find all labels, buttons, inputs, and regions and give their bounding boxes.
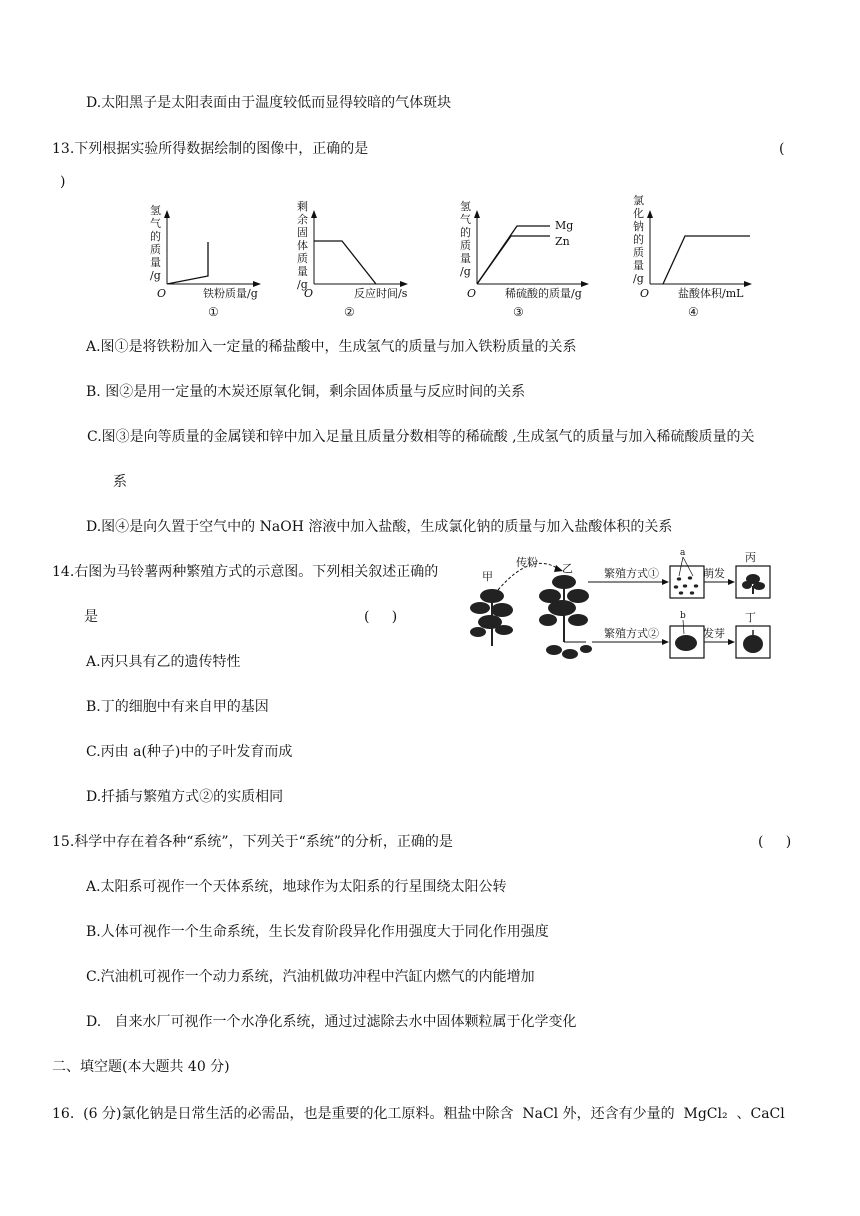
plant-jia-icon (470, 589, 513, 646)
svg-text:质: 质 (633, 246, 644, 259)
q14-option-c: C.丙由 a(种子)中的子叶发育而成 (86, 744, 293, 760)
graph-1 (145, 196, 285, 322)
graph-2-num: ② (344, 305, 355, 319)
svg-text:氯: 氯 (633, 194, 644, 207)
label-ding: 丁 (745, 611, 756, 624)
q13-option-a: A.图①是将铁粉加入一定量的稀盐酸中，生成氢气的质量与加入铁粉质量的关系 (86, 339, 577, 355)
graph-3-xlabel: 稀硫酸的质量/g (505, 287, 582, 300)
svg-text:量: 量 (460, 252, 471, 265)
svg-text:余: 余 (297, 213, 308, 226)
svg-text:的: 的 (460, 226, 471, 239)
q13-option-d: D.图④是向久置于空气中的 NaOH 溶液中加入盐酸，生成氯化钠的质量与加入盐酸体积的关系 (86, 519, 673, 535)
svg-text:量: 量 (633, 259, 644, 272)
graph-2-curve (314, 241, 376, 284)
q14-option-d: D.扦插与繁殖方式②的实质相同 (86, 789, 284, 805)
q13-option-c: C.图③是向等质量的金属镁和锌中加入足量且质量分数相等的稀硫酸 ,生成氢气的质量与加入稀硫酸质量的关 (87, 429, 755, 445)
graph-4-curve (663, 236, 750, 284)
label-mengfa: 萌发 (703, 567, 725, 580)
svg-text:/g: /g (297, 278, 308, 291)
q14-bracket: ( ) (364, 609, 398, 625)
q13-bracket-open: ( (779, 141, 785, 157)
svg-text:/g: /g (150, 269, 161, 282)
graph-3-series-zn: Zn (555, 235, 570, 248)
graph-4 (628, 196, 768, 322)
q13-bracket-close: ) (60, 174, 66, 190)
q15-option-c: C.汽油机可视作一个动力系统，汽油机做功冲程中汽缸内燃气的内能增加 (86, 969, 535, 985)
graph-3-curve-mg (477, 226, 550, 284)
tuber-icon (675, 635, 697, 651)
label-mode1: 繁殖方式① (604, 567, 659, 580)
graph-3-series-mg: Mg (555, 219, 574, 232)
q14-option-a: A.丙只具有乙的遗传特性 (86, 654, 241, 670)
plant-yi-icon (539, 575, 592, 659)
svg-text:的: 的 (150, 230, 161, 243)
q15-option-b: B.人体可视作一个生命系统，生长发育阶段异化作用强度大于同化作用强度 (86, 924, 549, 940)
graph-1-xlabel: 铁粉质量/g (203, 287, 258, 300)
q12-option-d: D.太阳黑子是太阳表面由于温度较低而显得较暗的气体斑块 (86, 95, 452, 111)
label-fava: 发芽 (703, 627, 725, 640)
q13-option-c-cont: 系 (113, 474, 127, 490)
svg-text:钠: 钠 (633, 220, 644, 233)
q14-stem-cont: 是 (84, 609, 98, 625)
svg-text:气: 气 (460, 213, 471, 226)
potato-reproduction-figure (468, 546, 773, 664)
section-2-title: 二、填空题(本大题共 40 分) (52, 1059, 230, 1075)
svg-text:气: 气 (150, 217, 161, 230)
graph-2 (292, 196, 432, 322)
svg-text:量: 量 (297, 265, 308, 278)
svg-text:氢: 氢 (150, 204, 161, 217)
q13-option-b: B. 图②是用一定量的木炭还原氧化铜，剩余固体质量与反应时间的关系 (86, 384, 526, 400)
graph-3-curve-zn (477, 236, 550, 284)
q15-bracket: ( ) (758, 834, 792, 850)
q13-stem: 13.下列根据实验所得数据绘制的图像中，正确的是 (52, 141, 369, 157)
label-jia: 甲 (482, 570, 493, 583)
graph-3-num: ③ (513, 305, 524, 319)
svg-text:质: 质 (460, 239, 471, 252)
graph-3-origin: O (467, 287, 477, 300)
svg-text:质: 质 (297, 252, 308, 265)
label-yi: 乙 (562, 562, 573, 575)
q15-option-d: D. 自来水厂可视作一个水净化系统，通过过滤除去水中固体颗粒属于化学变化 (86, 1014, 577, 1030)
q15-stem: 15.科学中存在着各种“系统”，下列关于“系统”的分析，正确的是 (52, 834, 453, 850)
graph-4-xlabel: 盐酸体积/mL (678, 287, 744, 300)
svg-text:固: 固 (297, 226, 308, 239)
graph-1-num: ① (208, 305, 219, 319)
svg-text:质: 质 (150, 243, 161, 256)
graph-4-ylabel (633, 193, 644, 285)
graph-2-ylabel (297, 199, 308, 291)
svg-text:剩: 剩 (297, 200, 308, 213)
svg-text:氢: 氢 (460, 200, 471, 213)
q15-option-a: A.太阳系可视作一个天体系统，地球作为太阳系的行星围绕太阳公转 (86, 879, 507, 895)
svg-text:的: 的 (633, 233, 644, 246)
q14-option-b: B.丁的细胞中有来自甲的基因 (86, 699, 269, 715)
label-mode2: 繁殖方式② (604, 627, 659, 640)
graph-1-curve (167, 242, 208, 284)
label-bing: 丙 (745, 551, 756, 564)
label-b: b (680, 611, 686, 621)
svg-text:/g: /g (633, 272, 644, 285)
graph-1-origin: O (157, 287, 167, 300)
seed-box (670, 566, 704, 598)
svg-text:/g: /g (460, 265, 471, 278)
graph-3 (455, 196, 605, 322)
svg-text:量: 量 (150, 256, 161, 269)
graph-1-ylabel (150, 203, 161, 282)
label-chuanfen: 传粉 (516, 556, 538, 569)
graph-4-num: ④ (688, 305, 699, 319)
graph-4-origin: O (640, 287, 650, 300)
graph-2-origin: O (304, 287, 314, 300)
svg-text:化: 化 (633, 207, 644, 220)
graph-2-xlabel: 反应时间/s (354, 287, 408, 300)
label-a: a (680, 548, 686, 558)
q16-stem: 16. (6 分)氯化钠是日常生活的必需品，也是重要的化工原料。粗盐中除含 NaCl 外，还含有少量的 MgCl₂ 、CaCl (52, 1106, 785, 1122)
q14-stem: 14.右图为马铃薯两种繁殖方式的示意图。下列相关叙述正确的 (52, 564, 439, 580)
graph-3-ylabel (460, 199, 471, 278)
svg-text:体: 体 (297, 239, 308, 252)
